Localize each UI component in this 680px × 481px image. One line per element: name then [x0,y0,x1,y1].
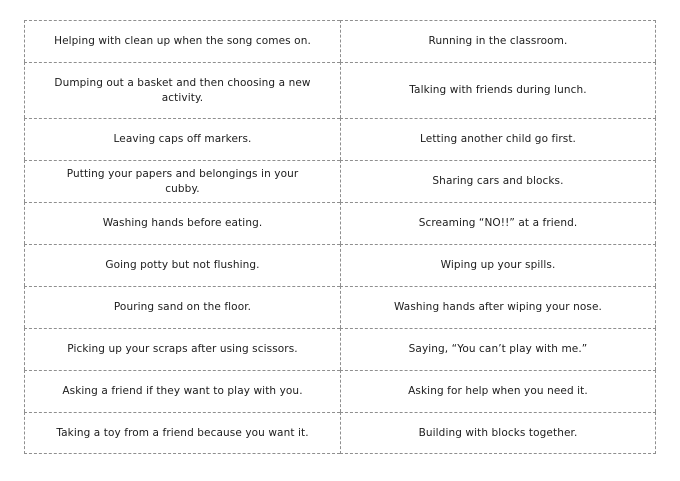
behavior-card: Going potty but not flushing. [24,244,340,286]
behavior-card: Putting your papers and belongings in your cubby. [24,160,340,202]
behavior-card: Building with blocks together. [340,412,656,454]
behavior-card: Sharing cars and blocks. [340,160,656,202]
behavior-card: Running in the classroom. [340,20,656,62]
behavior-card: Helping with clean up when the song comes on. [24,20,340,62]
behavior-card: Dumping out a basket and then choosing a new activity. [24,62,340,118]
behavior-card: Washing hands after wiping your nose. [340,286,656,328]
behavior-card: Letting another child go first. [340,118,656,160]
behavior-card: Leaving caps off markers. [24,118,340,160]
behavior-card: Washing hands before eating. [24,202,340,244]
behavior-card: Asking for help when you need it. [340,370,656,412]
behavior-card: Asking a friend if they want to play with you. [24,370,340,412]
behavior-card: Talking with friends during lunch. [340,62,656,118]
behavior-card: Screaming “NO!!” at a friend. [340,202,656,244]
behavior-card: Pouring sand on the floor. [24,286,340,328]
behavior-card: Taking a toy from a friend because you want it. [24,412,340,454]
behavior-card: Picking up your scraps after using scissors. [24,328,340,370]
behavior-card-sheet [24,20,656,456]
behavior-card: Wiping up your spills. [340,244,656,286]
behavior-card: Saying, “You can’t play with me.” [340,328,656,370]
